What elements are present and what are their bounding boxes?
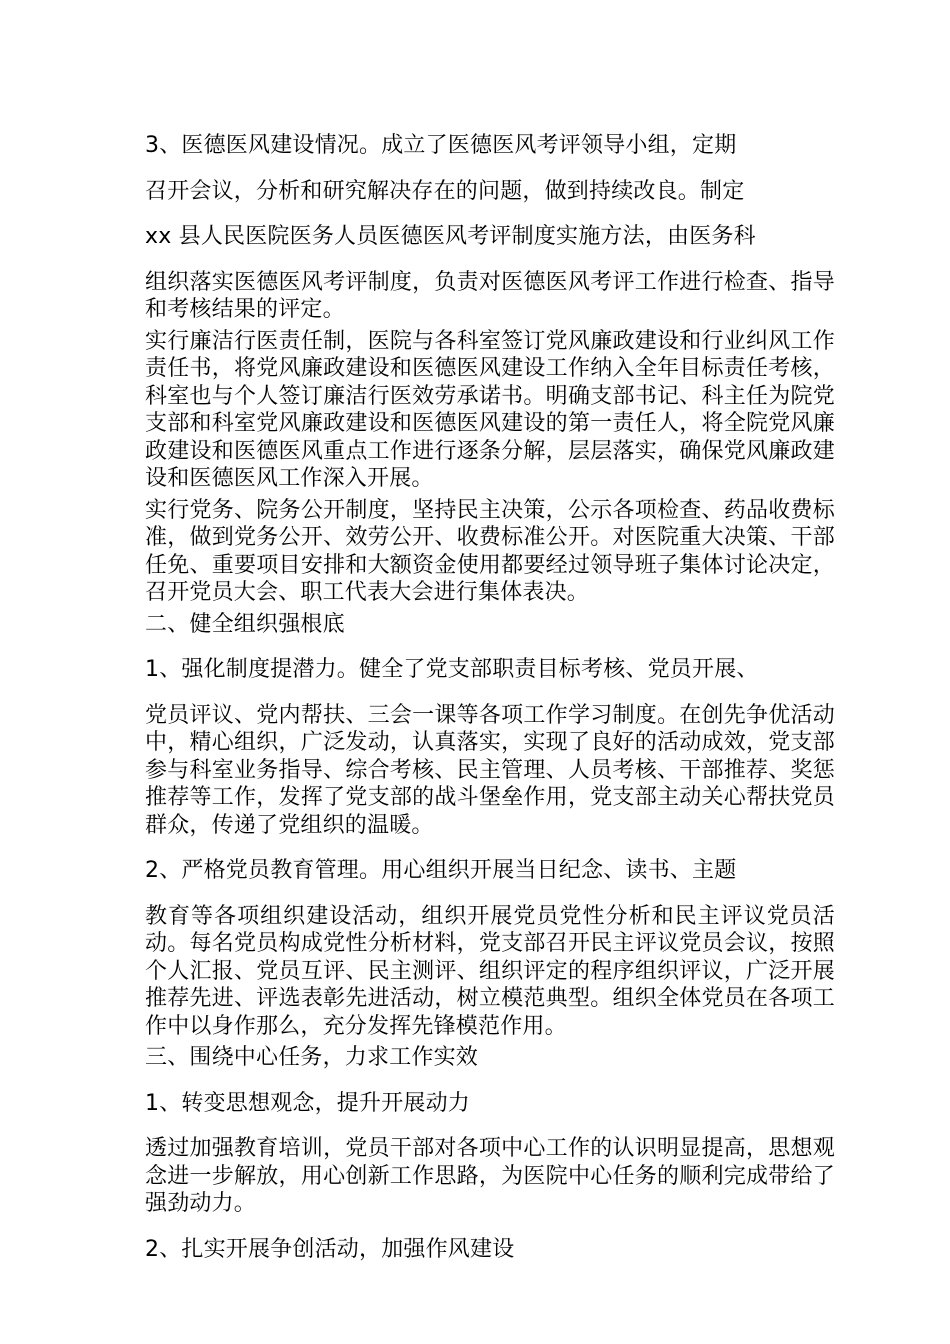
paragraph-6: 实行党务、院务公开制度，坚持民主决策，公示各项检查、药品收费标准，做到党务公开、效劳公开、收费标准公开。对医院重大决策、干部任免、重要项目安排和大额资金使用都要经过领导班子集体讨论决定，召开党员大会、职工代表大会进行集体表决。 <box>145 497 835 605</box>
paragraph-3: xx 县人民医院医务人员医德医风考评制度实施方法，由医务科 <box>145 224 756 249</box>
paragraph-5: 实行廉洁行医责任制，医院与各科室签订党风廉政建设和行业纠风工作责任书，将党风廉政建设和医德医风建设工作纳入全年目标责任考核，科室也与个人签订廉洁行医效劳承诺书。明确支部书记、科主任为院党支部和科室党风廉政建设和医德医风建设的第一责任人，将全院党风廉政建设和医德医风重点工作进行逐条分解，层层落实，确保党风廉政建设和医德医风工作深入开展。 <box>145 328 835 491</box>
subheading-3-1: 1、转变思想观念，提升开展动力 <box>145 1090 470 1116</box>
section-heading-3: 三、围绕中心任务，力求工作实效 <box>145 1045 479 1070</box>
document-page <box>145 132 835 1263</box>
paragraph-8: 党员评议、党内帮扶、三会一课等各项工作学习制度。在创先争优活动中，精心组织，广泛发动，认真落实，实现了良好的活动成效，党支部参与科室业务指导、综合考核、民主管理、人员考核、干部推荐、奖惩推荐等工作，发挥了党支部的战斗堡垒作用，党支部主动关心帮扶党员群众，传递了党组织的温暖。 <box>145 702 835 838</box>
paragraph-4: 组织落实医德医风考评制度，负责对医德医风考评工作进行检查、指导和考核结果的评定。 <box>145 269 835 322</box>
paragraph-11: 透过加强教育培训，党员干部对各项中心工作的认识明显提高，思想观念进一步解放，用心创新工作思路，为医院中心任务的顺利完成带给了强劲动力。 <box>145 1136 835 1216</box>
paragraph-1: 3、医德医风建设情况。成立了医德医风考评领导小组，定期 <box>145 133 737 158</box>
paragraph-9: 2、严格党员教育管理。用心组织开展当日纪念、读书、主题 <box>145 858 737 883</box>
paragraph-10: 教育等各项组织建设活动，组织开展党员党性分析和民主评议党员活动。每名党员构成党性分析材料，党支部召开民主评议党员会议，按照个人汇报、党员互评、民主测评、组织评定的程序组织评议，广泛开展推荐先进、评选表彰先进活动，树立模范典型。组织全体党员在各项工作中以身作那么，充分发挥先锋模范作用。 <box>145 903 835 1039</box>
subheading-3-2: 2、扎实开展争创活动，加强作风建设 <box>145 1236 515 1262</box>
paragraph-7: 1、强化制度提潜力。健全了党支部职责目标考核、党员开展、 <box>145 657 759 682</box>
section-heading-2: 二、健全组织强根底 <box>145 611 345 637</box>
paragraph-2: 召开会议，分析和研究解决存在的问题，做到持续改良。制定 <box>145 178 745 204</box>
